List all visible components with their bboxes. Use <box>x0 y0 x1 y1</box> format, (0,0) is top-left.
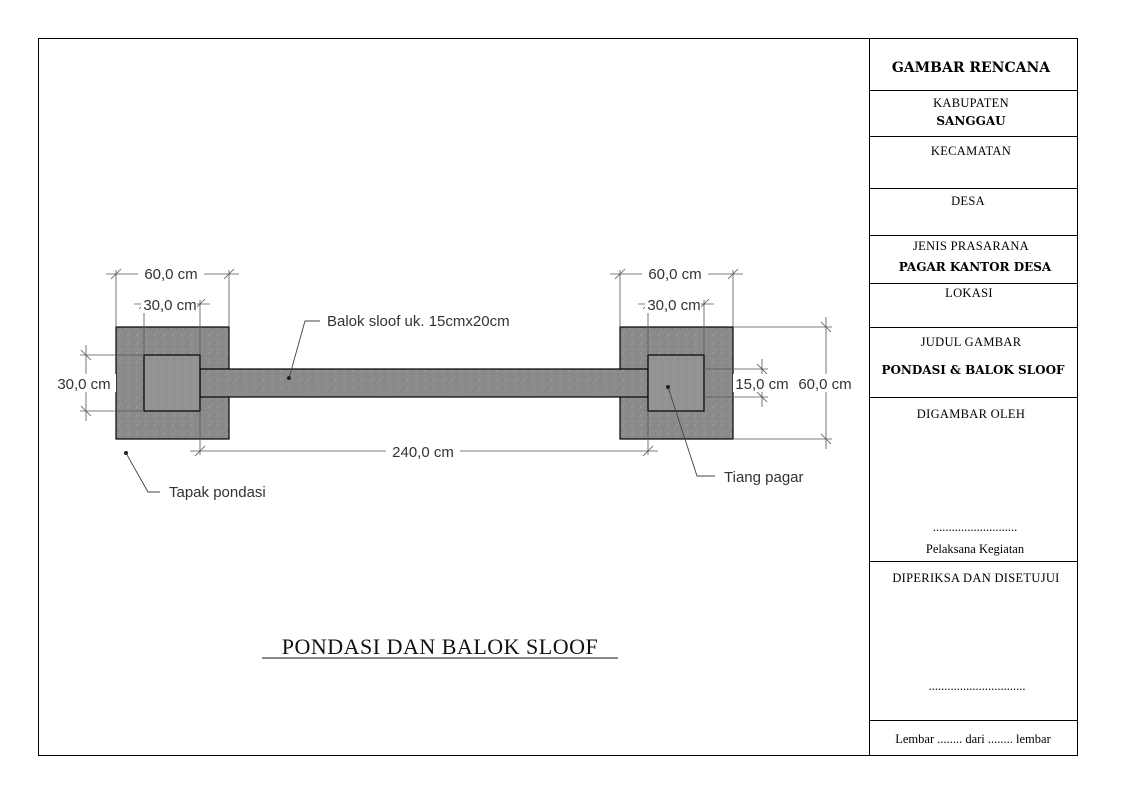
diperiksa-signature-line: ............................... <box>928 679 1026 693</box>
dim-span: 240,0 cm <box>392 444 454 461</box>
lokasi-label: LOKASI <box>945 286 993 300</box>
plan-drawing <box>54 264 856 501</box>
dim-column-height: 30,0 cm <box>57 376 111 393</box>
diperiksa-label: DIPERIKSA DAN DISETUJUI <box>892 571 1060 585</box>
judul-gambar-label: JUDUL GAMBAR <box>920 335 1022 349</box>
footing-label: Tapak pondasi <box>169 484 266 501</box>
sloof-beam <box>200 369 648 397</box>
post-label: Tiang pagar <box>724 469 804 486</box>
drawing-title: PONDASI DAN BALOK SLOOF <box>281 634 599 659</box>
beam-label: Balok sloof uk. 15cmx20cm <box>327 313 510 330</box>
kabupaten-value: SANGGAU <box>936 114 1006 128</box>
dim-right-column-width: 30,0 cm <box>647 297 701 314</box>
kabupaten-label: KABUPATEN <box>933 96 1009 110</box>
lembar-text: Lembar ........ dari ........ lembar <box>895 732 1051 746</box>
dim-left-footing-width: 60,0 cm <box>144 266 198 283</box>
left-column <box>144 355 200 411</box>
kecamatan-label: KECAMATAN <box>930 144 1012 158</box>
judul-gambar-value: PONDASI & BALOK SLOOF <box>881 363 1065 377</box>
dim-left-column-width: 30,0 cm <box>143 297 197 314</box>
jenis-prasarana-label: JENIS PRASARANA <box>913 239 1029 253</box>
jenis-prasarana-value: PAGAR KANTOR DESA <box>898 260 1052 274</box>
dim-footing-height: 60,0 cm <box>798 376 852 393</box>
right-column <box>648 355 704 411</box>
title-block-header: GAMBAR RENCANA <box>891 60 1051 76</box>
desa-label: DESA <box>951 194 985 208</box>
dim-right-footing-width: 60,0 cm <box>648 266 702 283</box>
digambar-oleh-label: DIGAMBAR OLEH <box>916 407 1026 421</box>
digambar-signature-line: ........................... <box>932 520 1018 534</box>
pelaksana-kegiatan-label: Pelaksana Kegiatan <box>925 542 1025 556</box>
dim-beam-height: 15,0 cm <box>735 376 789 393</box>
title-block-grid <box>870 91 1078 721</box>
